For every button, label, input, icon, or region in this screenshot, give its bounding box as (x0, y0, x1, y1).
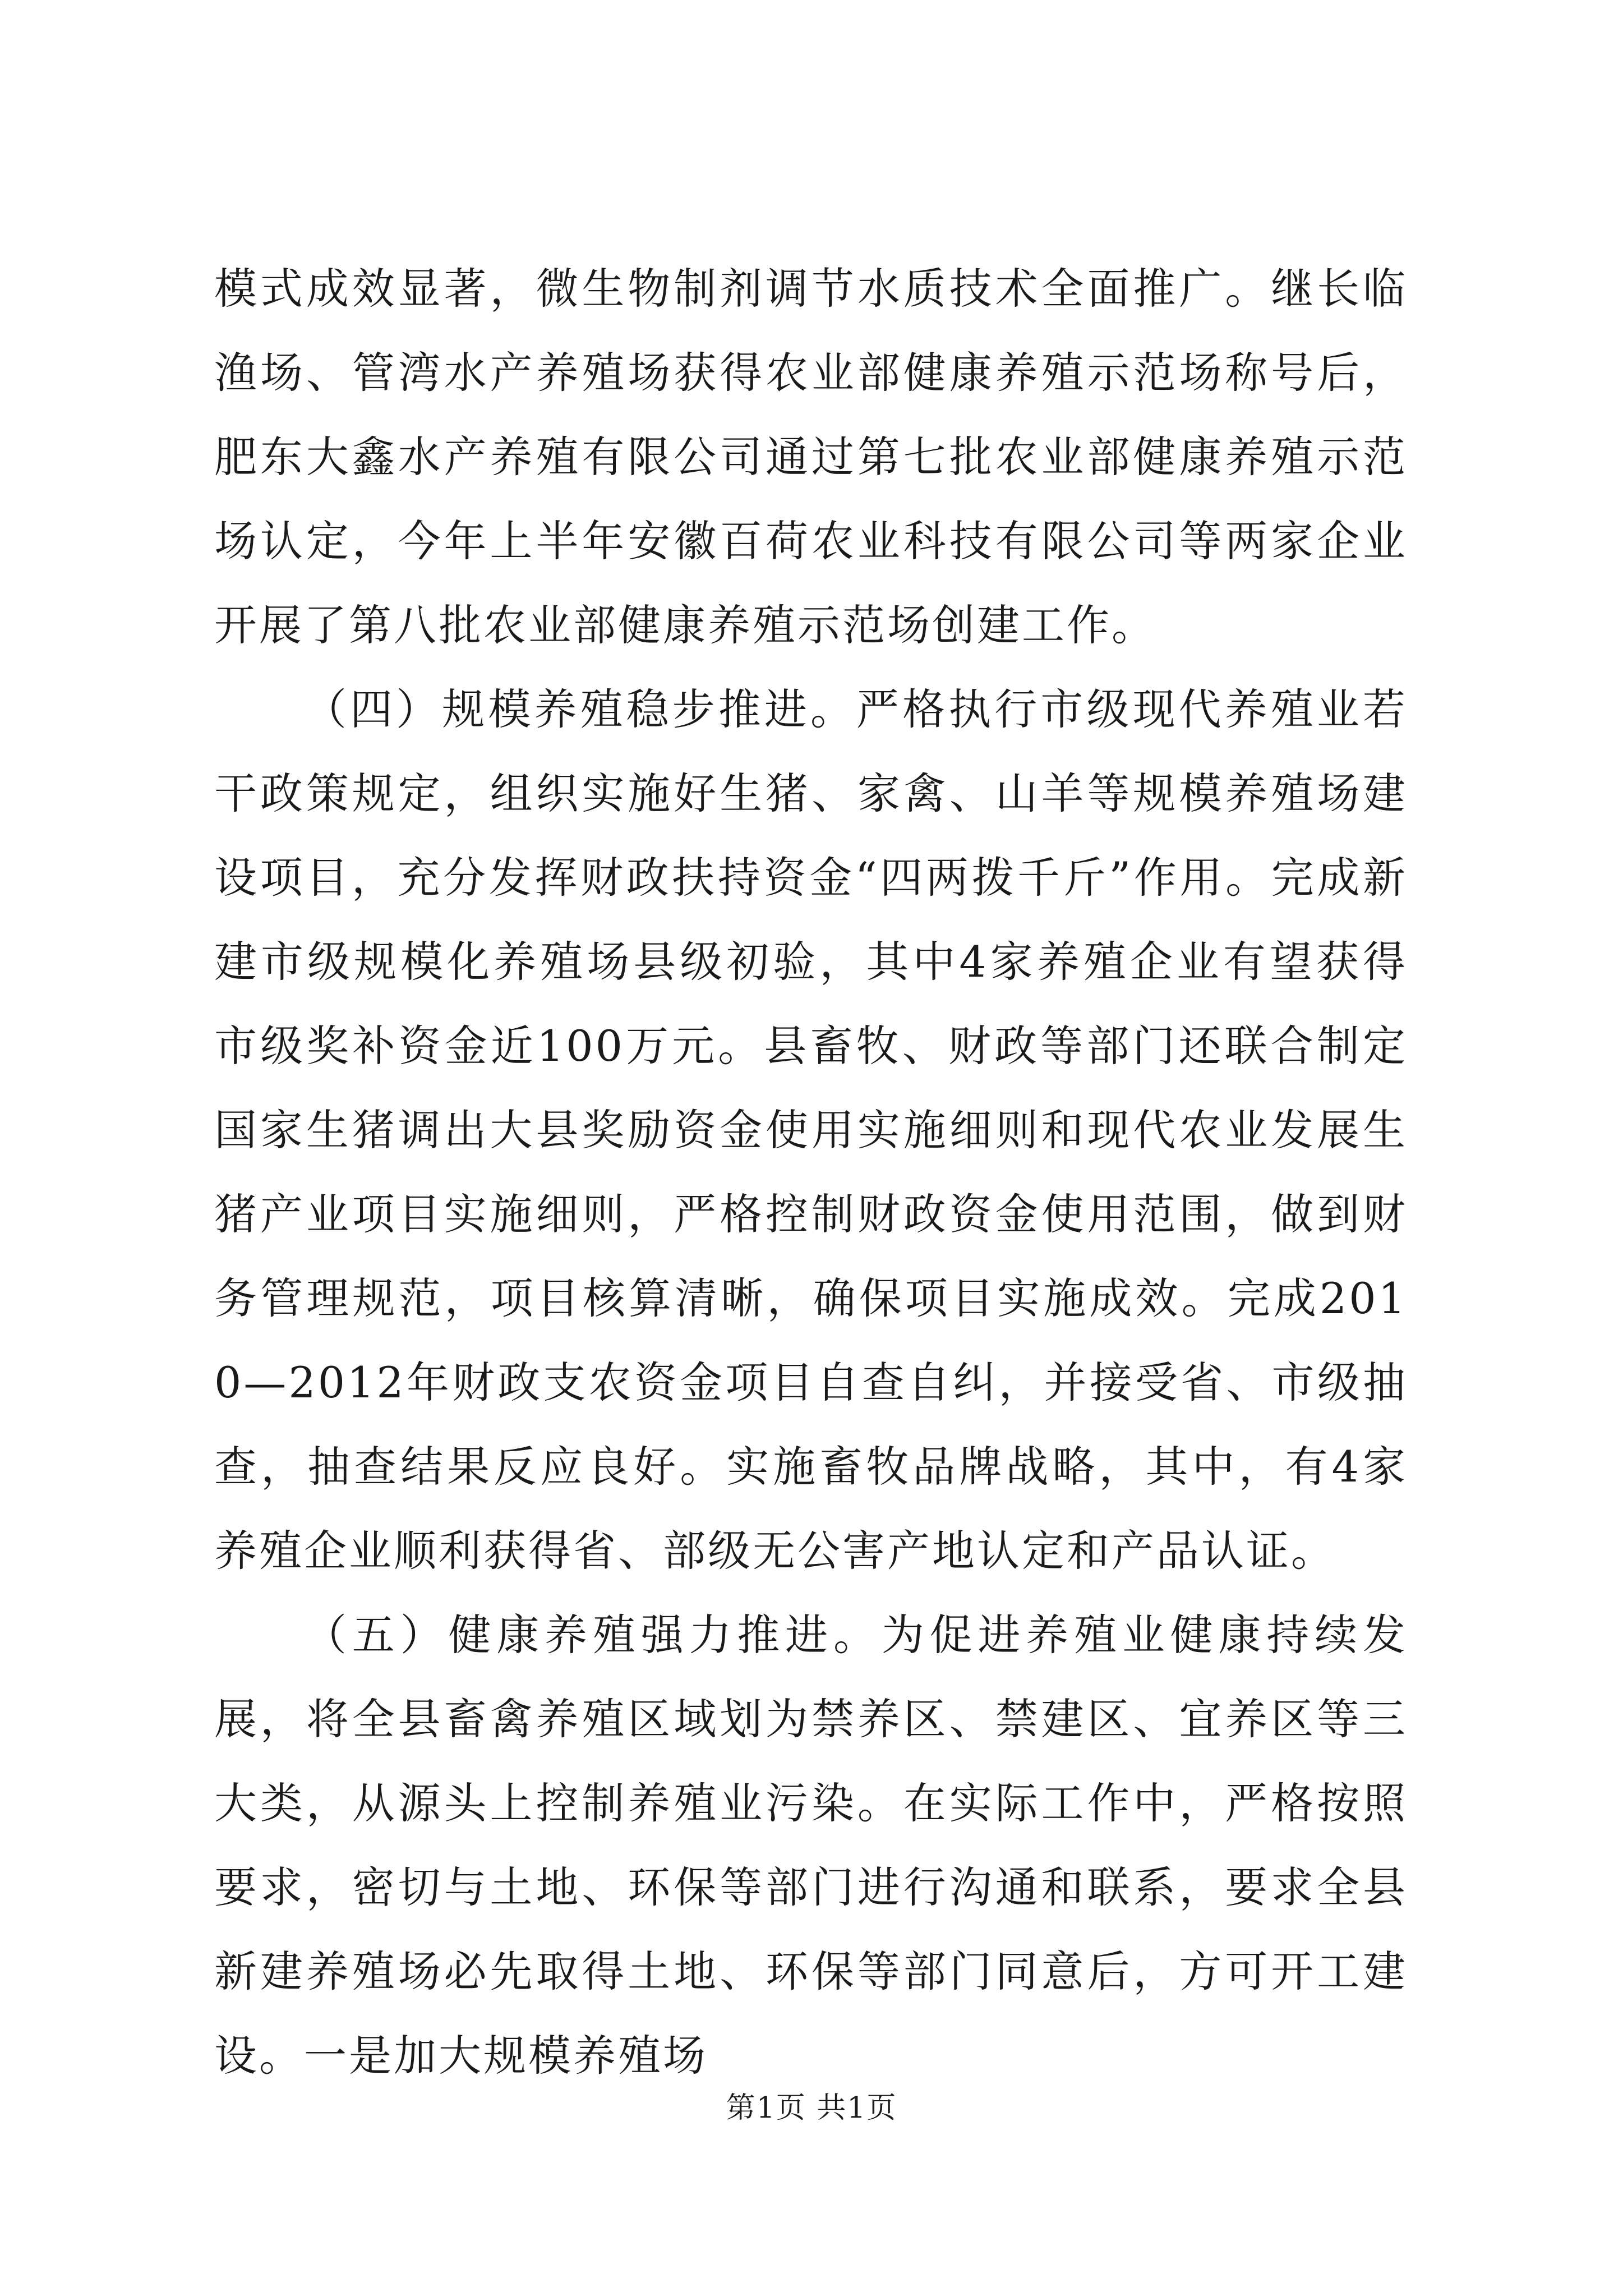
paragraph-healthy-farming: （五）健康养殖强力推进。为促进养殖业健康持续发展，将全县畜禽养殖区域划为禁养区、禁建区、宜养区等三大类，从源头上控制养殖业污染。在实际工作中，严格按照要求，密切与土地、环保等部门进行沟通和联系，要求全县新建养殖场必先取得土地、环保等部门同意后，方可开工建设。一是加大规模养殖场 (214, 1610, 1408, 2081)
page-footer: 第1页 共1页 (726, 2091, 897, 2125)
paragraph-continuation: 模式成效显著，微生物制剂调节水质技术全面推广。继长临渔场、管湾水产养殖场获得农业部健康养殖示范场称号后，肥东大鑫水产养殖有限公司通过第七批农业部健康养殖示范场认定，今年上半年安徽百荷农业科技有限公司等两家企业开展了第八批农业部健康养殖示范场创建工作。 (214, 264, 1408, 650)
paragraph-scale-farming: （四）规模养殖稳步推进。严格执行市级现代养殖业若干政策规定，组织实施好生猪、家禽、山羊等规模养殖场建设项目，充分发挥财政扶持资金“四两拨千斤”作用。完成新建市级规模化养殖场县级初验，其中4家养殖企业有望获得市级奖补资金近100万元。县畜牧、财政等部门还联合制定国家生猪调出大县奖励资金使用实施细则和现代农业发展生猪产业项目实施细则，严格控制财政资金使用范围，做到财务管理规范，项目核算清晰，确保项目实施成效。完成2010—2012年财政支农资金项目自查自纠，并接受省、市级抽查，抽查结果反应良好。实施畜牧品牌战略，其中，有4家养殖企业顺利获得省、部级无公害产地认定和产品认证。 (214, 684, 1408, 1576)
document-body (214, 247, 1408, 2098)
